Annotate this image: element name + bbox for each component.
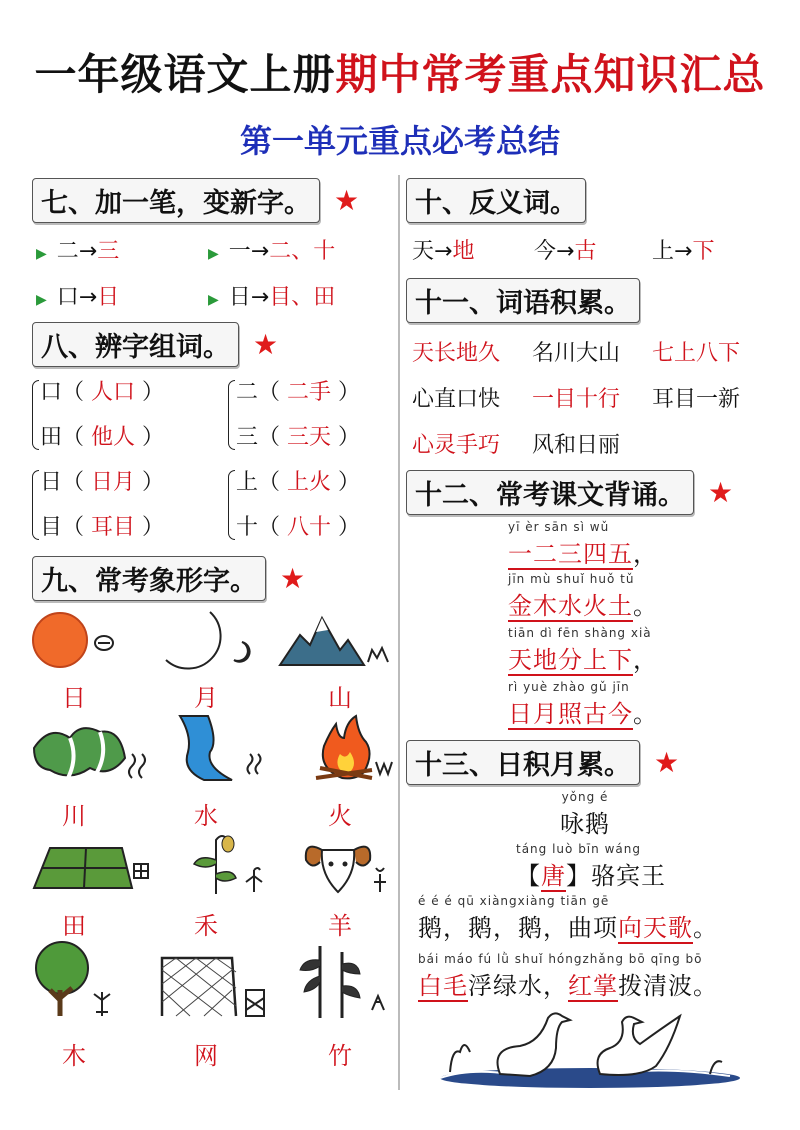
section-9-header (32, 556, 305, 601)
section-12-header (406, 470, 733, 515)
page-title (0, 42, 800, 102)
mountain-picture-icon (278, 610, 392, 670)
word-group: 二（ 二手 ） 三（ 三天 ） (236, 370, 360, 460)
poem-line-1: é é é qū xiàngxiàng tiān gē 鹅，鹅，鹅，曲项向天歌。 (418, 894, 718, 942)
bullet-triangle-icon: ▶ (208, 246, 219, 262)
field-picture-icon (30, 840, 152, 896)
section-9-title: 九、常考象形字。 (32, 556, 266, 601)
star-icon: ★ (654, 746, 680, 779)
geese-illustration (430, 1008, 750, 1090)
idiom: 天长地久 (412, 341, 501, 366)
pictograph-label: 川 (62, 802, 86, 830)
bullet-triangle-icon: ▶ (208, 292, 219, 308)
antonym-pair: 今→古 (534, 239, 597, 264)
page-subtitle: 第一单元重点必考总结 (239, 122, 560, 160)
fire-picture-icon (312, 712, 396, 784)
recitation-line: yī èr sān sì wǔ 一二三四五， (508, 520, 658, 568)
poem-title: yǒng é 咏鹅 (560, 790, 610, 838)
net-picture-icon (156, 950, 270, 1020)
bullet-triangle-icon: ▶ (36, 246, 47, 262)
idiom: 名川大山 (532, 341, 621, 366)
pictograph-label: 禾 (194, 912, 218, 940)
pinyin: tiān dì fēn shàng xià (508, 626, 652, 640)
star-icon: ★ (708, 476, 734, 509)
idiom: 心直口快 (412, 387, 501, 412)
antonym-pair: 上→下 (652, 239, 715, 264)
river-picture-icon (30, 718, 150, 784)
water-picture-icon (170, 712, 270, 784)
title-black: 一年级语文上册 (34, 50, 336, 99)
section-13-title: 十三、日积月累。 (406, 740, 640, 785)
section-11-header (406, 278, 640, 323)
idiom: 一目十行 (532, 387, 621, 412)
sun-picture-icon (30, 610, 120, 670)
pinyin: rì yuè zhào gǔ jīn (508, 680, 630, 694)
sec7-item: ▶ 日→目、田 (208, 285, 336, 310)
bullet-triangle-icon: ▶ (36, 292, 47, 308)
sec7-item: ▶ 二→三 (36, 239, 120, 264)
tree-picture-icon (30, 940, 120, 1020)
pinyin: yī èr sān sì wǔ (508, 520, 610, 534)
title-red: 期中常考重点知识汇总 (335, 50, 766, 99)
section-10-title: 十、反义词。 (406, 178, 586, 223)
pictograph-label: 水 (194, 802, 218, 830)
idiom: 耳目一新 (652, 387, 741, 412)
moon-picture-icon (160, 608, 260, 672)
grain-picture-icon (182, 830, 272, 896)
idiom: 七上八下 (652, 341, 741, 366)
section-13-header (406, 740, 679, 785)
poem-line-2: bái máo fú lǜ shuǐ hóngzhǎng bō qīng bō 白毛浮绿水，红掌拨清波。 (418, 952, 718, 1000)
antonym-pair: 天→地 (412, 239, 475, 264)
pictograph-label: 田 (62, 912, 86, 940)
column-divider (398, 175, 400, 1090)
pictograph-label: 月 (194, 684, 218, 712)
section-8-title: 八、辨字组词。 (32, 322, 239, 367)
word-group: 日（ 日月 ） 目（ 耳目 ） (40, 460, 164, 550)
section-11-title: 十一、词语积累。 (406, 278, 640, 323)
poem-author: táng luò bīn wáng 【唐】骆宾王 (516, 842, 666, 890)
pictograph-label: 日 (62, 684, 86, 712)
sec7-item: ▶ 口→日 (36, 285, 120, 310)
pictograph-label: 羊 (328, 912, 352, 940)
recitation-line: rì yuè zhào gǔ jīn 日月照古今。 (508, 680, 658, 728)
pictograph-label: 山 (328, 684, 352, 712)
recitation-line: jīn mù shuǐ huǒ tǔ 金木水火土。 (508, 572, 658, 620)
pinyin: jīn mù shuǐ huǒ tǔ (508, 572, 635, 586)
word-group: 上（ 上火 ） 十（ 八十 ） (236, 460, 360, 550)
pictograph-label: 网 (194, 1042, 218, 1070)
section-7-title: 七、加一笔，变新字。 (32, 178, 320, 223)
idiom: 心灵手巧 (412, 433, 501, 458)
star-icon: ★ (334, 184, 360, 217)
sec7-item: ▶ 一→二、十 (208, 239, 336, 264)
section-8-header (32, 322, 278, 367)
idiom: 风和日丽 (532, 433, 621, 458)
section-7-header (32, 178, 359, 223)
pictograph-label: 竹 (328, 1042, 352, 1070)
star-icon: ★ (253, 328, 279, 361)
pictograph-label: 木 (62, 1042, 86, 1070)
sheep-picture-icon (300, 830, 396, 896)
star-icon: ★ (280, 562, 306, 595)
section-10-header (406, 178, 586, 223)
word-group: 口（ 人口 ） 田（ 他人 ） (40, 370, 164, 460)
bamboo-picture-icon (296, 940, 396, 1020)
recitation-line: tiān dì fēn shàng xià 天地分上下， (508, 626, 658, 674)
pictograph-label: 火 (328, 802, 352, 830)
section-12-title: 十二、常考课文背诵。 (406, 470, 694, 515)
